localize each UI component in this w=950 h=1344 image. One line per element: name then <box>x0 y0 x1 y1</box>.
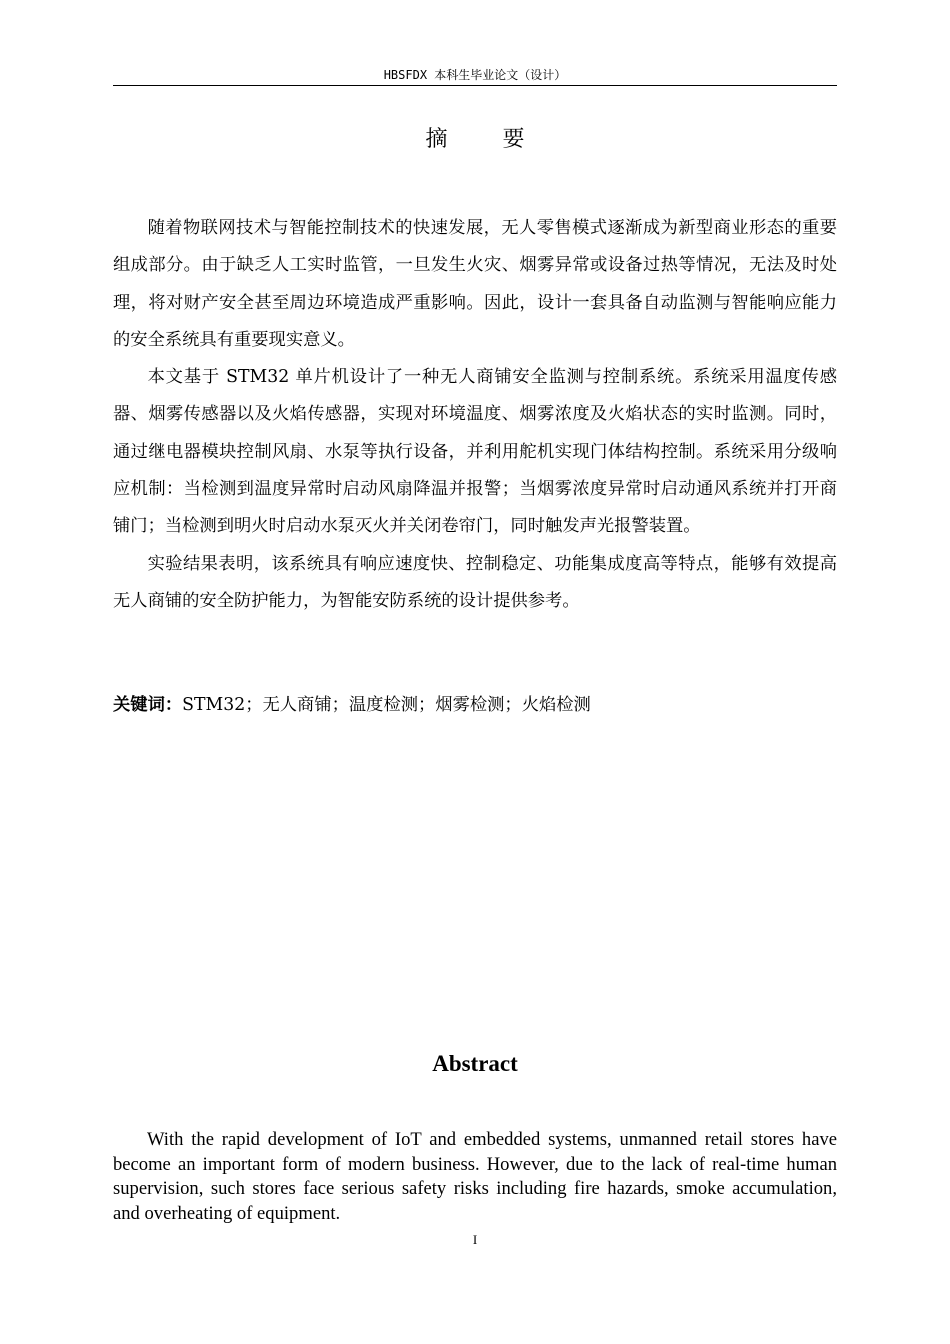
chinese-abstract-paragraph-2: 本文基于 STM32 单片机设计了一种无人商铺安全监测与控制系统。系统采用温度传感器、烟雾传感器以及火焰传感器，实现对环境温度、烟雾浓度及火焰状态的实时监测。同时，通过继电器模块控制风扇、水泵等执行设备，并利用舵机实现门体结构控制。系统采用分级响应机制：当检测到温度异常时启动风扇降温并报警；当烟雾浓度异常时启动通风系统并打开商铺门；当检测到明火时启动水泵灭火并关闭卷帘门，同时触发声光报警装置。 <box>113 367 837 537</box>
chinese-abstract-title: 摘 要 <box>425 127 549 152</box>
running-header: HBSFDX 本科生毕业论文（设计） <box>383 68 567 82</box>
chinese-abstract-body <box>113 210 837 620</box>
keywords-line <box>113 688 837 722</box>
header-rule <box>113 85 837 86</box>
english-abstract-paragraph-1: With the rapid development of IoT and embedded systems, unmanned retail stores have become an important form of modern business. However, due to the lack of real-time human supervision, such stores face serious safety risks including fire hazards, smoke accumulation, and overheating of equipment. <box>113 1129 837 1224</box>
chinese-abstract-paragraph-1: 随着物联网技术与智能控制技术的快速发展，无人零售模式逐渐成为新型商业形态的重要组成部分。由于缺乏人工实时监管，一旦发生火灾、烟雾异常或设备过热等情况，无法及时处理，将对财产安全甚至周边环境造成严重影响。因此，设计一套具备自动监测与智能响应能力的安全系统具有重要现实意义。 <box>113 218 837 350</box>
chinese-abstract-paragraph-3: 实验结果表明，该系统具有响应速度快、控制稳定、功能集成度高等特点，能够有效提高无人商铺的安全防护能力，为智能安防系统的设计提供参考。 <box>113 553 837 611</box>
english-abstract-title: Abstract <box>432 1051 518 1076</box>
english-abstract-body <box>113 1128 837 1226</box>
keywords-label: 关键词： <box>113 695 183 715</box>
keywords-text: STM32；无人商铺；温度检测；烟雾检测；火焰检测 <box>182 695 591 715</box>
page-number: I <box>472 1232 478 1247</box>
